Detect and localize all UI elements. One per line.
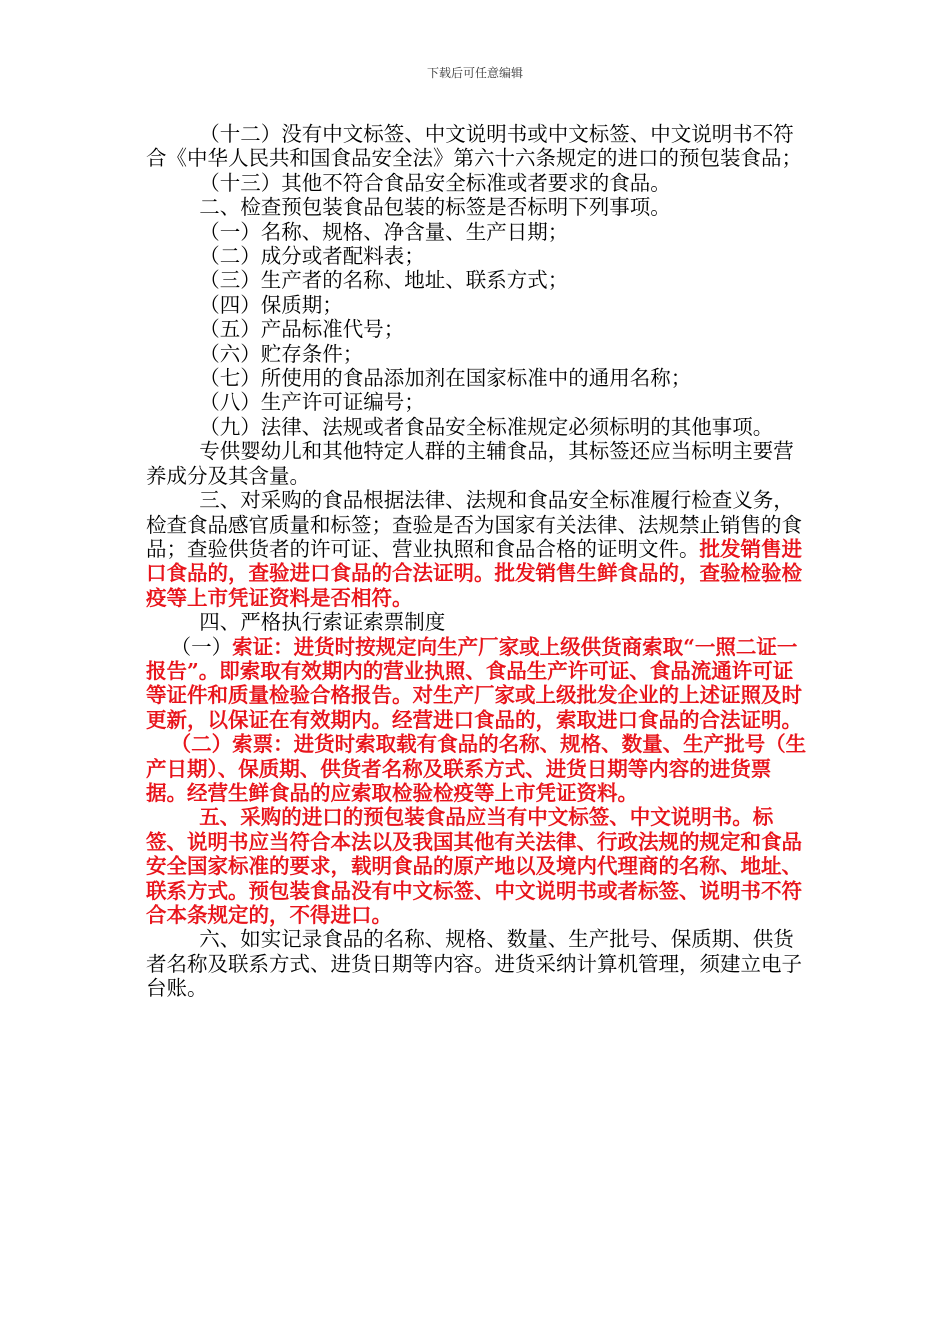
section-heading: 五、采购的进口的预包装食品应当有中文标签、中文说明书。标签、说明书应当符合本法以及我国其他有关法律、行政法规的规定和食品安全国家标准的要求，载明食品的原产地以及境内代理商的名称、地址、联系方式。预包装食品没有中文标签、中文说明书或者标签、说明书不符合本条规定的，不得进口。 — [146, 805, 802, 927]
list-item: （六）贮存条件； — [199, 341, 364, 366]
list-item: （四）保质期； — [199, 292, 343, 317]
list-item: （一）索证：进货时按规定向生产厂家或上级供货商索取“一照二证一报告”。即索取有效期内的营业执照、食品生产许可证、食品流通许可证等证件和质量检验合格报告。对生产厂家或上级批发企业的上述证照及时更新，以保证在有效期内。经营进口食品的，索取进口食品的合法证明。 — [146, 634, 802, 732]
section-heading: 六、如实记录食品的名称、规格、数量、生产批号、保质期、供货者名称及联系方式、进货日期等内容。进货采纳计算机管理，须建立电子台账。 — [146, 927, 802, 1001]
list-item: （二）索票：进货时索取载有食品的名称、规格、数量、生产批号（生产日期）、保质期、供货者名称及联系方式、进货日期等内容的进货票据。经营生鲜食品的应索取检验检疫等上市凭证资料。 — [146, 732, 807, 805]
paragraph: （十三）其他不符合食品安全标准或者要求的食品。 — [199, 170, 671, 195]
highlighted-text: 索证：进货时按规定向生产厂家或上级供货商索取“一照二证一报告”。即索取有效期内的营业执照、食品生产许可证、食品流通许可证等证件和质量检验合格报告。对生产厂家或上级批发企业的上述证照及时更新，以保证在有效期内。经营进口食品的，索取进口食品的合法证明。 — [146, 634, 802, 732]
page-header: 下载后可任意编辑 — [426, 66, 523, 80]
section-heading: 三、对采购的食品根据法律、法规和食品安全标准履行检查义务，检查食品感官质量和标签；查验是否为国家有关法律、法规禁止销售的食品；查验供货者的许可证、营业执照和食品合格的证明文件。批发销售进口食品的，查验进口食品的合法证明。批发销售生鲜食品的，查验检验检疫等上市凭证资料是否相符。 — [146, 488, 802, 610]
list-item: （九）法律、法规或者食品安全标准规定必须标明的其他事项。 — [199, 414, 774, 439]
list-item: （五）产品标准代号； — [199, 317, 405, 342]
paragraph: 专供婴幼儿和其他特定人群的主辅食品，其标签还应当标明主要营养成分及其含量。 — [146, 439, 794, 488]
document-body — [146, 122, 808, 1001]
paragraph: （十二）没有中文标签、中文说明书或中文标签、中文说明书不符合《中华人民共和国食品安全法》第六十六条规定的进口的预包装食品； — [146, 122, 802, 171]
section-heading: 二、检查预包装食品包装的标签是否标明下列事项。 — [199, 195, 671, 220]
highlighted-text: 批发销售进口食品的，查验进口食品的合法证明。批发销售生鲜食品的，查验检验检疫等上市凭证资料是否相符。 — [146, 536, 802, 610]
list-item: （二）成分或者配料表； — [199, 244, 425, 269]
list-item: （一）名称、规格、净含量、生产日期； — [199, 219, 569, 244]
list-item: （八）生产许可证编号； — [199, 390, 425, 415]
list-item: （七）所使用的食品添加剂在国家标准中的通用名称； — [199, 366, 692, 391]
list-item: （三）生产者的名称、地址、联系方式； — [199, 268, 569, 293]
section-heading: 四、严格执行索证索票制度 — [199, 610, 446, 635]
